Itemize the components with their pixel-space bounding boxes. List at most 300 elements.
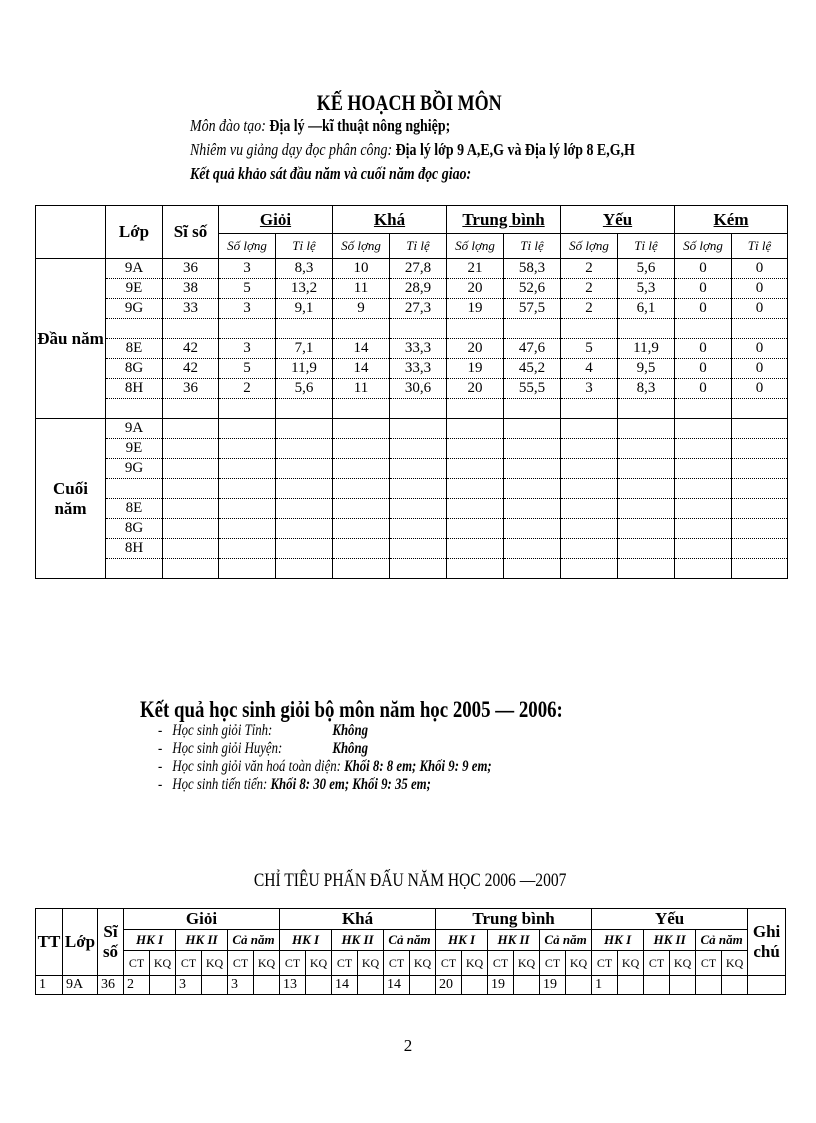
cell-value: 13 xyxy=(280,976,306,995)
achievements-heading: Kết quả học sinh giỏi bộ môn năm học 2005 — 2006: xyxy=(140,697,563,722)
cell-empty xyxy=(618,479,675,499)
sub-rate: Tỉ lệ xyxy=(390,234,447,259)
cell-empty xyxy=(561,439,618,459)
cell-value: 19 xyxy=(447,359,504,379)
table-row xyxy=(36,539,788,559)
cell-value xyxy=(358,976,384,995)
cell-empty xyxy=(675,399,732,419)
cell-empty xyxy=(561,539,618,559)
header-kha: Khá xyxy=(280,909,436,930)
subject-value: Địa lý —kĩ thuật nông nghiệp; xyxy=(269,116,451,135)
header-note: Ghi chú xyxy=(748,909,786,976)
cell-empty xyxy=(390,319,447,339)
ct-header: CT xyxy=(332,951,358,976)
cell-size: 36 xyxy=(163,379,219,399)
cell-empty xyxy=(732,319,788,339)
cell-value: 2 xyxy=(219,379,276,399)
cell-value: 0 xyxy=(732,279,788,299)
kq-header: KQ xyxy=(566,951,592,976)
cell-empty xyxy=(675,559,732,579)
sub-rate: Tỉ lệ xyxy=(732,234,788,259)
table-row xyxy=(36,319,788,339)
cell-empty xyxy=(219,479,276,499)
cell-empty xyxy=(561,459,618,479)
achievement-value: Khối 8: 8 em; Khối 9: 9 em; xyxy=(344,758,492,775)
kq-header: KQ xyxy=(410,951,436,976)
cell-empty xyxy=(163,539,219,559)
header-yeu: Yếu xyxy=(592,909,748,930)
cell-empty xyxy=(618,499,675,519)
cell-value xyxy=(670,976,696,995)
cell-value: 5 xyxy=(561,339,618,359)
cell-value: 11 xyxy=(333,279,390,299)
table-row xyxy=(36,479,788,499)
cell-class: 8H xyxy=(106,379,163,399)
cell-empty xyxy=(390,399,447,419)
cell-value: 3 xyxy=(219,259,276,279)
cell-empty xyxy=(390,419,447,439)
cell-value: 0 xyxy=(675,339,732,359)
sub-count: Số lợng xyxy=(333,234,390,259)
achievement-value: Không xyxy=(332,722,368,739)
cell-empty xyxy=(390,459,447,479)
cell-value: 8,3 xyxy=(618,379,675,399)
cell-empty xyxy=(675,319,732,339)
ct-header: CT xyxy=(228,951,254,976)
cell-empty xyxy=(333,419,390,439)
cell-size: 36 xyxy=(163,259,219,279)
cell-value: 14 xyxy=(332,976,358,995)
cell-empty xyxy=(504,439,561,459)
cell-class: 8G xyxy=(106,519,163,539)
period-year: Cả năm xyxy=(384,930,436,951)
cell-empty xyxy=(675,479,732,499)
cell-value xyxy=(514,976,540,995)
cell-value: 3 xyxy=(219,299,276,319)
cell-empty xyxy=(504,479,561,499)
list-dash: - xyxy=(158,758,163,775)
cell-empty xyxy=(447,519,504,539)
cell-value: 33,3 xyxy=(390,339,447,359)
cell-value: 30,6 xyxy=(390,379,447,399)
cell-empty xyxy=(219,519,276,539)
cell-value: 7,1 xyxy=(276,339,333,359)
ct-header: CT xyxy=(176,951,202,976)
table-row xyxy=(36,459,788,479)
kq-header: KQ xyxy=(150,951,176,976)
cell-size: 42 xyxy=(163,359,219,379)
cell-empty xyxy=(561,399,618,419)
cell-value xyxy=(566,976,592,995)
cell-empty xyxy=(276,519,333,539)
cell-empty xyxy=(447,439,504,459)
period-hk2: HK II xyxy=(176,930,228,951)
cell-value: 36 xyxy=(98,976,124,995)
cell-empty xyxy=(732,499,788,519)
list-dash: - xyxy=(158,722,163,739)
list-item xyxy=(158,740,492,758)
table-row xyxy=(36,339,788,359)
cell-empty xyxy=(561,519,618,539)
cell-class: 9A xyxy=(106,259,163,279)
cell-empty xyxy=(618,319,675,339)
cell-size: 38 xyxy=(163,279,219,299)
cell-empty xyxy=(276,319,333,339)
page-number: 2 xyxy=(403,1036,413,1055)
period-hk1: HK I xyxy=(124,930,176,951)
cell-empty xyxy=(618,419,675,439)
cell-value: 5 xyxy=(219,279,276,299)
cell-value: 3 xyxy=(228,976,254,995)
cell-value: 52,6 xyxy=(504,279,561,299)
table-row xyxy=(36,419,788,439)
header-class: Lớp xyxy=(106,206,163,259)
cell-value: 20 xyxy=(447,339,504,359)
subject-line xyxy=(190,116,450,136)
cell-class: 8H xyxy=(106,539,163,559)
cell-empty xyxy=(447,319,504,339)
cell-empty xyxy=(447,419,504,439)
ct-header: CT xyxy=(436,951,462,976)
cell-value: 57,5 xyxy=(504,299,561,319)
cell-empty xyxy=(163,319,219,339)
cell-empty xyxy=(732,519,788,539)
achievements-list xyxy=(158,722,492,794)
cell-empty xyxy=(561,419,618,439)
table-row xyxy=(36,279,788,299)
cell-value xyxy=(202,976,228,995)
sub-rate: Tỉ lệ xyxy=(276,234,333,259)
cell-empty xyxy=(390,539,447,559)
cell-value: 14 xyxy=(333,359,390,379)
cell-value xyxy=(618,976,644,995)
cell-value: 10 xyxy=(333,259,390,279)
cell-value xyxy=(150,976,176,995)
header-size: Sĩ số xyxy=(163,206,219,259)
cell-size: 42 xyxy=(163,339,219,359)
cell-empty xyxy=(390,499,447,519)
cell-value: 0 xyxy=(675,299,732,319)
cell-value: 0 xyxy=(732,359,788,379)
cell-value: 0 xyxy=(675,359,732,379)
cell-value: 28,9 xyxy=(390,279,447,299)
ct-header: CT xyxy=(540,951,566,976)
cell-empty xyxy=(163,459,219,479)
achievement-value: Khối 8: 30 em; Khối 9: 35 em; xyxy=(270,776,431,793)
cell-empty xyxy=(504,419,561,439)
cell-value: 8,3 xyxy=(276,259,333,279)
cell-empty xyxy=(732,399,788,419)
cell-empty xyxy=(163,439,219,459)
cell-value: 5,6 xyxy=(618,259,675,279)
cell-empty xyxy=(618,439,675,459)
cell-empty xyxy=(561,499,618,519)
ct-header: CT xyxy=(124,951,150,976)
cell-empty xyxy=(732,539,788,559)
header-class: Lớp xyxy=(63,909,98,976)
cell-empty xyxy=(333,539,390,559)
subject-label: Môn đào tạo: xyxy=(190,116,266,135)
cell-size: 33 xyxy=(163,299,219,319)
cell-value xyxy=(410,976,436,995)
cell-value: 11,9 xyxy=(618,339,675,359)
cell-value xyxy=(306,976,332,995)
cell-empty xyxy=(447,559,504,579)
period-hk1: HK I xyxy=(436,930,488,951)
assignment-value: Địa lý lớp 9 A,E,G và Địa lý lớp 8 E,G,H xyxy=(395,140,635,159)
cell-empty xyxy=(333,459,390,479)
cell-value: 0 xyxy=(675,379,732,399)
cell-value: 14 xyxy=(384,976,410,995)
cell-value: 27,3 xyxy=(390,299,447,319)
sub-count: Số lợng xyxy=(561,234,618,259)
cell-class: 9G xyxy=(106,299,163,319)
ct-header: CT xyxy=(384,951,410,976)
cell-value: 2 xyxy=(124,976,150,995)
cell-value: 0 xyxy=(675,259,732,279)
period-year: Cả năm xyxy=(540,930,592,951)
survey-line: Kết quả khảo sát đầu năm và cuối năm đọc giao: xyxy=(190,164,472,183)
table-row xyxy=(36,519,788,539)
achievement-label: Học sinh tiến tiến: xyxy=(172,776,268,793)
cell-empty xyxy=(675,519,732,539)
achievement-label: Học sinh giỏi văn hoá toàn diện: xyxy=(172,758,341,775)
cell-empty xyxy=(390,479,447,499)
cell-empty xyxy=(504,459,561,479)
cell-value: 9,5 xyxy=(618,359,675,379)
kq-header: KQ xyxy=(722,951,748,976)
cell-empty xyxy=(675,459,732,479)
cell-value: 2 xyxy=(561,279,618,299)
cell-value: 14 xyxy=(333,339,390,359)
ct-header: CT xyxy=(644,951,670,976)
cell-value: 3 xyxy=(176,976,202,995)
table-row xyxy=(36,359,788,379)
cell-empty xyxy=(106,319,163,339)
cell-empty xyxy=(447,539,504,559)
cell-empty xyxy=(675,419,732,439)
cell-class: 9E xyxy=(106,439,163,459)
period-hk1: HK I xyxy=(280,930,332,951)
table-row xyxy=(36,976,786,995)
cell-value xyxy=(748,976,786,995)
cell-class: 9A xyxy=(106,419,163,439)
cell-empty xyxy=(163,419,219,439)
header-trung-binh: Trung bình xyxy=(447,206,561,234)
cell-value: 5,6 xyxy=(276,379,333,399)
header-tt: TT xyxy=(36,909,63,976)
cell-empty xyxy=(447,459,504,479)
achievement-label: Học sinh giỏi Tỉnh: xyxy=(172,722,273,739)
cell-value: 2 xyxy=(561,299,618,319)
header-trung-binh: Trung bình xyxy=(436,909,592,930)
cell-empty xyxy=(333,559,390,579)
cell-empty xyxy=(504,499,561,519)
list-dash: - xyxy=(158,776,163,793)
cell-empty xyxy=(333,519,390,539)
period-hk1: HK I xyxy=(592,930,644,951)
sub-rate: Tỉ lệ xyxy=(618,234,675,259)
cell-value: 5,3 xyxy=(618,279,675,299)
list-item xyxy=(158,758,492,776)
assignment-label: Nhiêm vu giảng dạy đọc phân công: xyxy=(190,140,393,159)
cell-empty xyxy=(561,319,618,339)
survey-table xyxy=(35,205,788,579)
ct-header: CT xyxy=(592,951,618,976)
cell-empty xyxy=(618,459,675,479)
section-start-label: Đầu năm xyxy=(36,259,106,419)
cell-empty xyxy=(504,399,561,419)
cell-empty xyxy=(276,539,333,559)
header-size: Sĩ số xyxy=(98,909,124,976)
cell-value: 0 xyxy=(732,259,788,279)
cell-value: 20 xyxy=(447,279,504,299)
cell-empty xyxy=(106,479,163,499)
cell-empty xyxy=(219,559,276,579)
cell-empty xyxy=(618,519,675,539)
cell-empty xyxy=(504,539,561,559)
cell-empty xyxy=(276,479,333,499)
cell-value: 19 xyxy=(540,976,566,995)
cell-empty xyxy=(219,539,276,559)
cell-empty xyxy=(390,519,447,539)
cell-empty xyxy=(504,559,561,579)
table-row xyxy=(36,379,788,399)
list-item xyxy=(158,776,492,794)
period-hk2: HK II xyxy=(488,930,540,951)
cell-value: 2 xyxy=(561,259,618,279)
cell-empty xyxy=(675,439,732,459)
cell-value xyxy=(696,976,722,995)
table-row xyxy=(36,439,788,459)
cell-empty xyxy=(333,479,390,499)
cell-empty xyxy=(276,399,333,419)
cell-empty xyxy=(163,479,219,499)
header-kem: Kém xyxy=(675,206,788,234)
cell-value: 21 xyxy=(447,259,504,279)
cell-empty xyxy=(333,399,390,419)
cell-value: 13,2 xyxy=(276,279,333,299)
sub-count: Số lợng xyxy=(447,234,504,259)
cell-empty xyxy=(618,539,675,559)
cell-empty xyxy=(106,559,163,579)
header-gioi: Giỏi xyxy=(124,909,280,930)
cell-value: 27,8 xyxy=(390,259,447,279)
cell-value: 19 xyxy=(447,299,504,319)
cell-value xyxy=(462,976,488,995)
cell-value: 9,1 xyxy=(276,299,333,319)
achievement-label: Học sinh giỏi Huyện: xyxy=(172,740,283,757)
cell-empty xyxy=(276,419,333,439)
cell-value xyxy=(644,976,670,995)
cell-value: 47,6 xyxy=(504,339,561,359)
cell-empty xyxy=(276,439,333,459)
period-hk2: HK II xyxy=(644,930,696,951)
section-end-label: Cuối năm xyxy=(36,419,106,579)
cell-value: 0 xyxy=(675,279,732,299)
period-year: Cả năm xyxy=(228,930,280,951)
kq-header: KQ xyxy=(514,951,540,976)
cell-class: 8E xyxy=(106,339,163,359)
cell-value: 45,2 xyxy=(504,359,561,379)
sub-count: Số lợng xyxy=(219,234,276,259)
ct-header: CT xyxy=(488,951,514,976)
corner-cell xyxy=(36,206,106,259)
header-kha: Khá xyxy=(333,206,447,234)
cell-value: 4 xyxy=(561,359,618,379)
cell-empty xyxy=(504,519,561,539)
cell-class: 8E xyxy=(106,499,163,519)
cell-empty xyxy=(561,559,618,579)
table-row xyxy=(36,499,788,519)
kq-header: KQ xyxy=(358,951,384,976)
table-row xyxy=(36,299,788,319)
cell-empty xyxy=(276,459,333,479)
cell-value: 20 xyxy=(447,379,504,399)
cell-class: 8G xyxy=(106,359,163,379)
cell-empty xyxy=(219,499,276,519)
cell-value: 0 xyxy=(732,299,788,319)
cell-empty xyxy=(219,459,276,479)
page-title: KẾ HOẠCH BỒI MÔN xyxy=(316,90,502,115)
cell-empty xyxy=(333,499,390,519)
cell-value: 9A xyxy=(63,976,98,995)
targets-table xyxy=(35,908,786,995)
cell-value: 6,1 xyxy=(618,299,675,319)
cell-value: 5 xyxy=(219,359,276,379)
cell-empty xyxy=(219,419,276,439)
cell-empty xyxy=(163,559,219,579)
cell-value: 0 xyxy=(732,379,788,399)
header-yeu: Yếu xyxy=(561,206,675,234)
cell-class: 9G xyxy=(106,459,163,479)
cell-empty xyxy=(106,399,163,419)
kq-header: KQ xyxy=(254,951,280,976)
cell-value: 11,9 xyxy=(276,359,333,379)
cell-empty xyxy=(219,319,276,339)
cell-class: 9E xyxy=(106,279,163,299)
cell-empty xyxy=(675,499,732,519)
cell-empty xyxy=(504,319,561,339)
cell-empty xyxy=(447,399,504,419)
sub-count: Số lợng xyxy=(675,234,732,259)
cell-value: 33,3 xyxy=(390,359,447,379)
achievement-value: Không xyxy=(332,740,368,757)
cell-empty xyxy=(618,559,675,579)
cell-value: 58,3 xyxy=(504,259,561,279)
cell-empty xyxy=(219,439,276,459)
cell-value: 19 xyxy=(488,976,514,995)
cell-empty xyxy=(163,499,219,519)
cell-value xyxy=(254,976,280,995)
table-row xyxy=(36,559,788,579)
period-hk2: HK II xyxy=(332,930,384,951)
cell-empty xyxy=(732,459,788,479)
cell-empty xyxy=(390,439,447,459)
table-row xyxy=(36,259,788,279)
kq-header: KQ xyxy=(618,951,644,976)
cell-value: 20 xyxy=(436,976,462,995)
ct-header: CT xyxy=(280,951,306,976)
list-dash: - xyxy=(158,740,163,757)
cell-empty xyxy=(333,439,390,459)
cell-value: 0 xyxy=(732,339,788,359)
assignment-line xyxy=(190,140,635,160)
header-gioi: Giỏi xyxy=(219,206,333,234)
cell-empty xyxy=(276,499,333,519)
cell-empty xyxy=(333,319,390,339)
ct-header: CT xyxy=(696,951,722,976)
